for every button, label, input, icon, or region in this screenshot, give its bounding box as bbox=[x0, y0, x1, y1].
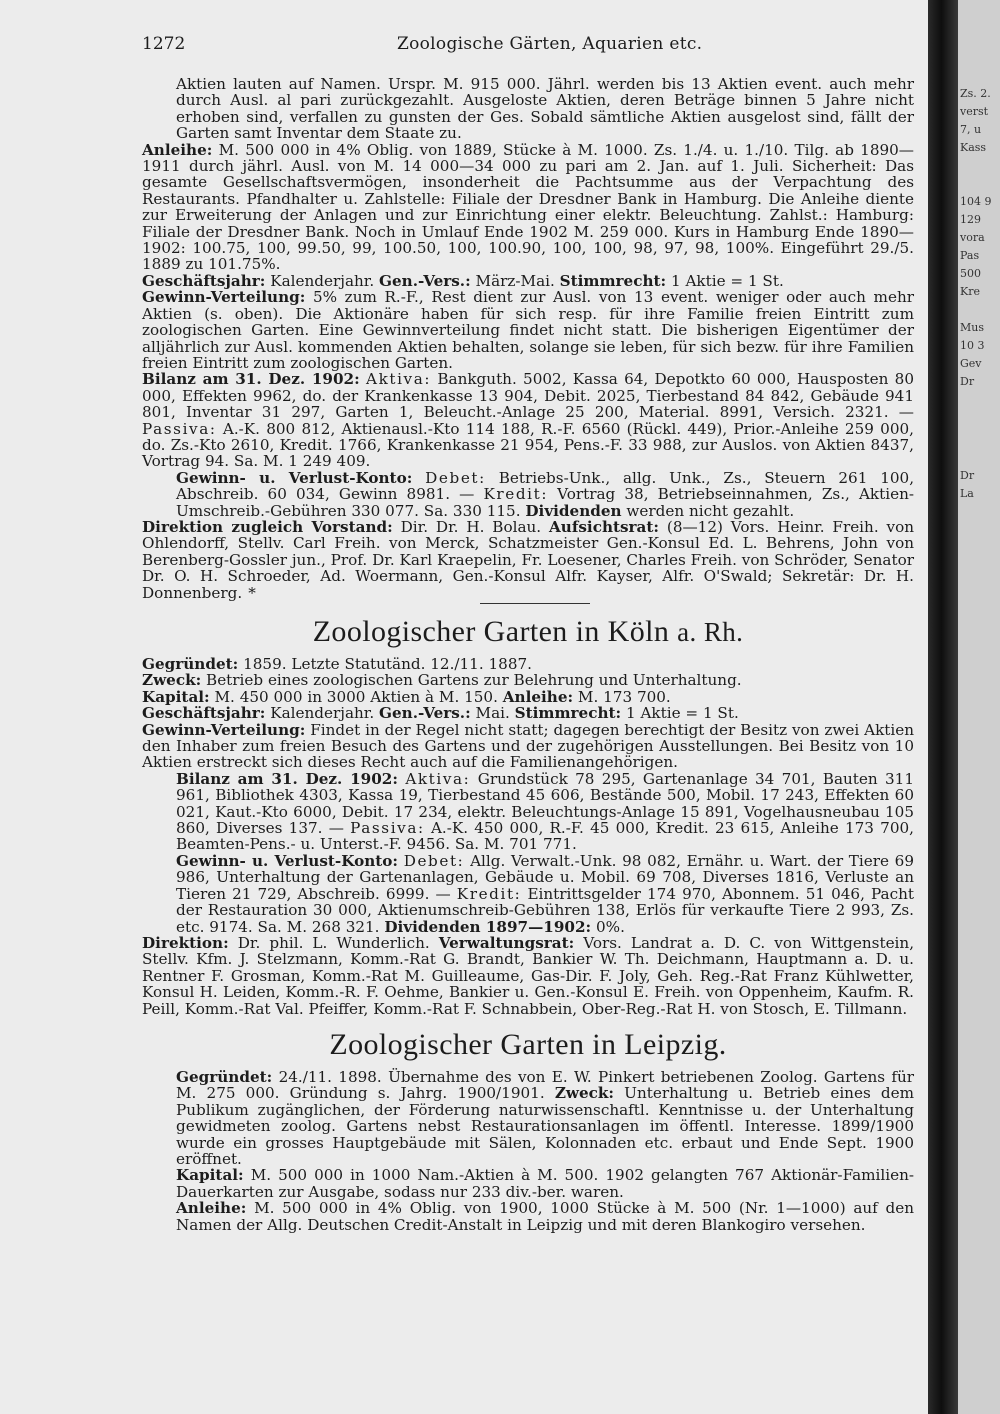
koeln-geschaeftsjahr: Geschäftsjahr: Kalenderjahr. Gen.-Vers.: Mai. Stimmrecht: 1 Aktie = 1 St. bbox=[142, 704, 739, 723]
koeln-zweck: Zweck: Betrieb eines zoologischen Gartens zur Belehrung und Unterhaltung. bbox=[142, 671, 742, 690]
fragment: Dr bbox=[960, 375, 975, 388]
fragment: 129 bbox=[960, 213, 981, 226]
hamburg-gewinn-verlust: Gewinn- u. Verlust-Konto: Debet: Betriebs-Unk., allg. Unk., Zs., Steuern 261 100, Abschreib. 60 034, Gewinn 8981. — Kredit: Vortrag 38, Betriebseinnahmen, Zs., Aktien-Umschreib.-Gebühren 330 077. Sa. 330 115. Dividenden werden nicht gezahlt. bbox=[176, 468, 915, 520]
fragment: Mus bbox=[960, 321, 984, 334]
koeln-direktion: Direktion: Dr. phil. L. Wunderlich. Verwaltungsrat: Vors. Landrat a. D. C. von Wittgenstein, Stellv. Kfm. J. Stelzmann, Komm.-Rat G. Brandt, Bankier W. Th. Deichmann, Hauptmann a. D. u. Rentner F. Grosman, Komm.-Rat M. Guilleaume, Gas-Dir. F. Joly, Geh. Reg.-Rat Franz Kühlwetter, Konsul H. Leiden, Komm.-R. F. Oehme, Bankier u. Gen.-Konsul E. Freih. von Oppenheim, Kaufm. R. Peill, Komm.-Rat Val. Pfeiffer, Komm.-Rat F. Schnabbein, Ober-Reg.-Rat H. von Stosch, E. Tillmann. bbox=[142, 933, 915, 1018]
koeln-title: Zoologischer Garten in Köln a. Rh. bbox=[312, 615, 744, 648]
fragment: 7, u bbox=[960, 123, 982, 136]
footnote-star: * bbox=[248, 583, 256, 602]
fragment: La bbox=[960, 487, 974, 500]
fragment: Gev bbox=[960, 357, 982, 370]
hamburg-anleihe: Anleihe: M. 500 000 in 4% Oblig. von 1889, Stücke à M. 1000. Zs. 1./4. u. 1./10. Tilg. ab 1890—1911 durch jährl. Ausl. von M. 14 000—34 000 zu pari am 2. Jan. auf 1. Juli. Sicherheit: Das gesamte Gesellschaftsvermögen, insonderheit die Pachtsumme aus der Verpachtung des Restaurants. Pfandhalter u. Zahlstelle: Filiale der Dresdner Bank in Hamburg. Die Anleihe diente zur Erweiterung der Anlagen und zur Einrichtung einer elektr. Beleuchtung. Zahlst.: Hamburg: Filiale der Dresdner Bank. Noch in Umlauf Ende 1902 M. 259 000. Kurs in Hamburg Ende 1890—1902: 100.75, 100, 99.50, 99, 100.50, 100, 100.90, 100, 100, 98, 97, 98, 100%. Eingeführt 29./5. 1889 zu 101.75%. bbox=[142, 140, 914, 274]
koeln-gegruendet: Gegründet: 1859. Letzte Statutänd. 12./11. 1887. bbox=[142, 655, 532, 673]
page-number: 1272 bbox=[142, 34, 186, 54]
fragment: Kre bbox=[960, 285, 980, 298]
fragment: 10 3 bbox=[960, 339, 985, 352]
section-divider bbox=[480, 603, 590, 604]
fragment: 104 9 bbox=[960, 195, 992, 208]
next-page-edge bbox=[958, 0, 1000, 1414]
leipzig-kapital: Kapital: M. 500 000 in 1000 Nam.-Aktien à M. 500. 1902 gelangten 767 Aktionär-Familien-Dauerkarten zur Ausgabe, sodass nur 233 div.-ber. waren. bbox=[176, 1166, 915, 1201]
fragment: Zs. 2. bbox=[960, 87, 991, 100]
book-gutter bbox=[928, 0, 958, 1414]
fragment: verst bbox=[960, 105, 989, 118]
running-title: Zoologische Gärten, Aquarien etc. bbox=[397, 34, 703, 54]
running-header bbox=[142, 34, 902, 58]
fragment: Kass bbox=[960, 141, 987, 154]
leipzig-gegruendet: Gegründet: 24./11. 1898. Übernahme des von E. W. Pinkert betriebenen Zoolog. Gartens für M. 275 000. Gründung s. Jahrg. 1900/1901. Zweck: Unterhaltung u. Betrieb eines dem Publikum zugänglichen, der Förderung naturwissenschaftl. Kenntnisse u. der Unterhaltung gewidmeten zoolog. Gartens nebst Restaurationsanlagen im öffentl. Interesse. 1899/1900 wurde ein grosses Hauptgebäude mit Sälen, Kolonnaden etc. erbaut und Ende Sept. 1900 eröffnet. bbox=[176, 1067, 915, 1168]
leipzig-anleihe: Anleihe: M. 500 000 in 4% Oblig. von 1900, 1000 Stücke à M. 500 (Nr. 1—1000) auf den Namen der Allg. Deutschen Credit-Anstalt in Leipzig und mit deren Blankogiro versehen. bbox=[176, 1199, 914, 1234]
hamburg-gewinn-verteilung: Gewinn-Verteilung: 5% zum R.-F., Rest dient zur Ausl. von 13 event. weniger oder auch mehr Aktien (s. oben). Die Aktionäre haben für sich resp. für ihre Familie freien Eintritt zum zoologischen Garten. Eine Gewinnverteilung findet nicht statt. Die bisherigen Eigentümer der alljährlich zur Ausl. kommenden Aktien behalten, solange sie leben, für sich bezw. für ihre Familien freien Eintritt zum zoologischen Garten. bbox=[142, 288, 914, 372]
fragment: Dr bbox=[960, 469, 975, 482]
text-column bbox=[142, 76, 914, 1233]
hamburg-bilanz: Bilanz am 31. Dez. 1902: Aktiva: Bankguth. 5002, Kassa 64, Depotkto 60 000, Hausposten 80 000, Effekten 9962, do. der Krankenkasse 13 904, Debit. 2025, Tierbestand 84 842, Gebäude 941 801, Inventar 31 297, Garten 1, Beleucht.-Anlage 25 200, Material. 8991, Versich. 2321. — Passiva: A.-K. 800 812, Aktienausl.-Kto 114 188, R.-F. 6560 (Rückl. 449), Prior.-Anleihe 259 000, do. Zs.-Kto 2610, Kredit. 1766, Krankenkasse 21 954, Pens.-F. 33 988, zur Auslos. von Aktien 8437, Vortrag 94. Sa. M. 1 249 409. bbox=[142, 370, 915, 471]
fragment: 500 bbox=[960, 267, 981, 280]
hamburg-geschaeftsjahr: Geschäftsjahr: Kalenderjahr. Gen.-Vers.: März-Mai. Stimmrecht: 1 Aktie = 1 St. bbox=[142, 271, 784, 290]
fragment: Pas bbox=[960, 249, 980, 262]
fragment: vora bbox=[960, 231, 985, 244]
hamburg-aktien-paragraph: Aktien lauten auf Namen. Urspr. M. 915 000. Jährl. werden bis 13 Aktien event. auch mehr durch Ausl. al pari zurückgezahlt. Ausgeloste Aktien, deren Beträge binnen 5 Jahre nicht erhoben sind, verfallen zu gunsten der Ges. Sobald sämtliche Aktien ausgelost sind, fällt der Garten samt Inventar dem Staate zu. bbox=[176, 75, 914, 143]
hamburg-direktion: Direktion zugleich Vorstand: Dir. Dr. H. Bolau. Aufsichtsrat: (8—12) Vors. Heinr. Freih. von Ohlendorff, Stellv. Carl Freih. von Merck, Schatzmeister Gen.-Konsul Ed. L. Behrens, John von Berenberg-Gossler jun., Prof. Dr. Karl Kraepelin, Fr. Loesener, Charles Freih. von Schröder, Senator Dr. O. H. Schroeder, Ad. Woermann, Gen.-Konsul Alfr. Kayser, Alfr. O'Swald; Sekretär: Dr. H. Donnenberg. * bbox=[142, 517, 915, 602]
leipzig-title: Zoologischer Garten in Leipzig. bbox=[329, 1027, 727, 1061]
koeln-gewinn-verlust: Gewinn- u. Verlust-Konto: Debet: Allg. Verwalt.-Unk. 98 082, Ernähr. u. Wart. der Tiere 69 986, Unterhaltung der Gartenanlagen, Gebäude u. Mobil. 69 708, Diverses 1816, Verluste an Tieren 21 729, Abschreib. 6999. — Kredit: Eintrittsgelder 174 970, Abonnem. 51 046, Pacht der Restauration 30 000, Aktienumschreib-Gebühren 138, Erlös für verkaufte Tiere 2 993, Zs. etc. 9174. Sa. M. 268 321. Dividenden 1897—1902: 0%. bbox=[176, 851, 915, 936]
koeln-gewinn-verteilung: Gewinn-Verteilung: Findet in der Regel nicht statt; dagegen berechtigt der Besitz von zwei Aktien den Inhaber zum freien Besuch des Gartens und der zugehörigen Ausstellungen. Bei Besitz von 10 Aktien erstreckt sich dieses Recht auch auf die Familienangehörigen. bbox=[142, 720, 915, 772]
koeln-kapital: Kapital: M. 450 000 in 3000 Aktien à M. 150. Anleihe: M. 173 700. bbox=[142, 687, 671, 706]
koeln-bilanz: Bilanz am 31. Dez. 1902: Aktiva: Grundstück 78 295, Gartenanlage 34 701, Bauten 311 961, Bibliothek 4303, Kassa 19, Tierbestand 45 606, Bestände 500, Mobil. 17 243, Effekten 60 021, Kaut.-Kto 6000, Debit. 17 234, elektr. Beleuchtungs-Anlage 15 891, Vogelhausneubau 105 860, Diverses 137. — Passiva: A.-K. 450 000, R.-F. 45 000, Kredit. 23 615, Anleihe 173 700, Beamten-Pens.- u. Unterst.-F. 9456. Sa. M. 701 771. bbox=[176, 769, 914, 854]
